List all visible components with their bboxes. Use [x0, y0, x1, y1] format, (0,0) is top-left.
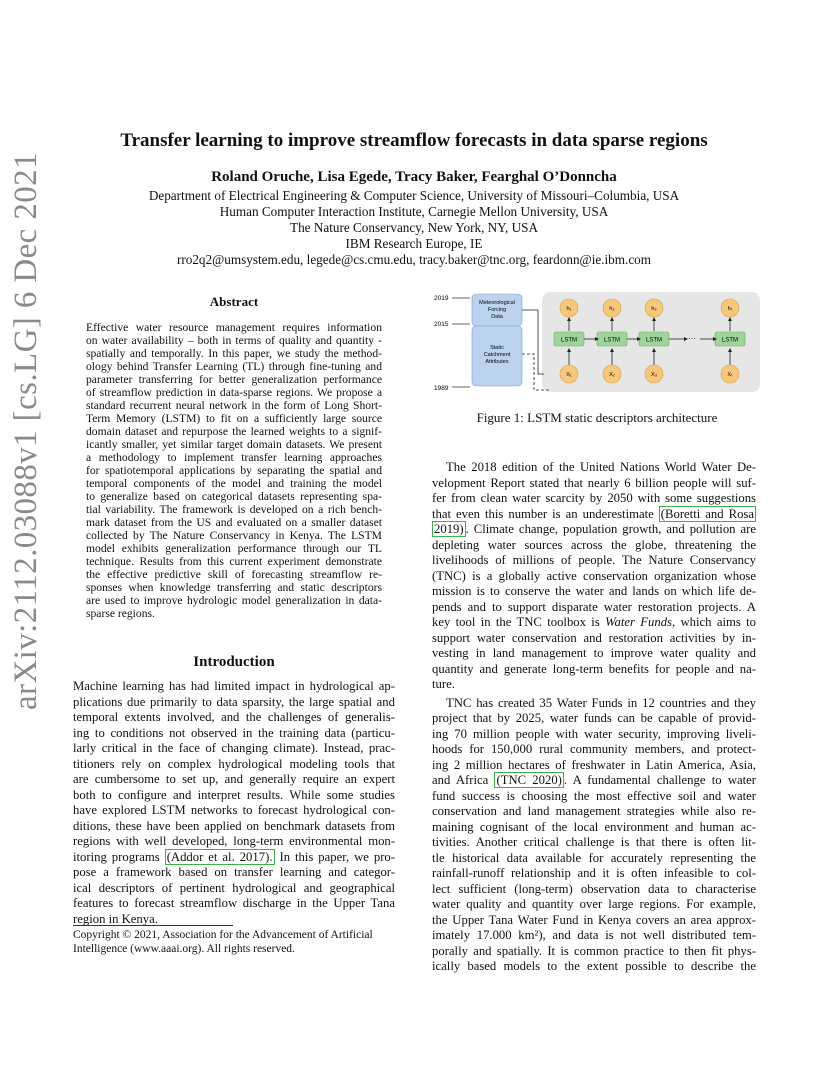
- paragraph-text: quantity and generate long-term benefits for people and na-: [432, 661, 756, 676]
- paragraph-line: [432, 727, 756, 743]
- intro-line: regions with well developed, long-term environmental mon-: [73, 834, 395, 848]
- paragraph-line: [432, 662, 756, 678]
- intro-line: ditions, these have been applied on benchmark datasets from: [73, 818, 395, 833]
- paragraph-line: [432, 553, 756, 569]
- sequence-ellipsis: ···: [688, 334, 696, 343]
- footnote-divider: [73, 925, 233, 926]
- paragraph-text: ing 70 million people with water security, improving liveli-: [432, 726, 756, 741]
- abstract-line: on water availability – both in terms of quality and quantity -: [86, 334, 382, 347]
- year-2015: 2015: [434, 321, 449, 328]
- paragraph-line: [432, 491, 756, 507]
- forcing-label-2: Forcing: [487, 307, 507, 313]
- abstract-line: are used to improve hydrologic model generalization in data-: [86, 594, 382, 607]
- lstm-cell-label: LSTM: [560, 337, 578, 344]
- forcing-label-3: Data: [491, 314, 503, 320]
- abstract-line: the effective predictive skill of forecasting streamflow re-: [86, 568, 382, 581]
- paragraph-line: [432, 584, 756, 600]
- affiliation-1: Department of Electrical Engineering & Computer Science, University of Missouri–Columbia, USA: [148, 188, 680, 203]
- paragraph-text: vesting in land management to improve water quality and: [432, 646, 756, 660]
- paragraph-line: [432, 522, 756, 538]
- copyright-footnote: Copyright © 2021, Association for the Advancement of Artificial Intelligence (www.aaai.org). All rights reserved.: [73, 929, 373, 955]
- paragraph-text: that even this number is an underestimate: [432, 506, 659, 521]
- paragraph-line: [432, 742, 756, 758]
- paragraph-text: ing 2 million hectares of freshwater in Latin America, Asia,: [432, 757, 756, 772]
- paragraph-text: fer from clean water scarcity by 2050 with some suggestions: [432, 491, 756, 505]
- paragraph-text: project that by 2025, water funds can be capable of provid-: [432, 711, 756, 725]
- paragraph-line: [432, 711, 756, 727]
- paragraph-line: fund success is choosing the most effective soil and water: [432, 788, 756, 803]
- citation-tnc-2020[interactable]: (TNC 2020): [496, 773, 562, 787]
- intro-line: have explored LSTM networks to forecast hydrological con-: [73, 803, 395, 817]
- paragraph-line: [432, 476, 756, 492]
- intro-line: both to configure and interpret results. While some studies: [73, 787, 395, 802]
- static-label-2: Catchment: [483, 352, 511, 358]
- paragraph-line: lect sufficient (long-term) observation data to characterise: [432, 881, 756, 896]
- intro-line: ical descriptors of pertinent hydrological and geographical: [73, 880, 395, 895]
- intro-line: temporal extents involved, and the challenges of generalis-: [73, 710, 395, 724]
- paragraph-text: TNC has created 35 Water Funds in 12 countries and they: [446, 695, 756, 710]
- paragraph-text: hoods for 150,000 rural community members, and protect-: [432, 742, 756, 756]
- arxiv-side-label: arXiv:2112.03088v1 [cs.LG] 6 Dec 2021: [8, 152, 44, 710]
- citation-addor-2017[interactable]: (Addor et al. 2017).: [166, 849, 273, 864]
- paragraph-text: and Africa: [432, 773, 495, 787]
- abstract-line: sponses when knowledge transferring and static descriptors: [86, 581, 382, 594]
- citation-boretti-rosa-2019[interactable]: 2019): [434, 522, 464, 536]
- abstract-line: ology behind Transfer Learning (TL) through fine-tuning and: [86, 360, 382, 373]
- paragraph-line: [432, 507, 756, 523]
- introduction-body: [73, 679, 395, 927]
- year-2019: 2019: [434, 295, 449, 302]
- paragraph-text: velopment Report stated that nearly 6 billion people will suf-: [432, 475, 756, 490]
- paragraph-line: [432, 600, 756, 616]
- paragraph-text: mission is to conserve the water and lands on which life de-: [432, 584, 756, 598]
- paragraph-line: tivities. Another critical challenge is that there is often lit-: [432, 835, 756, 849]
- paragraph-text: key tool in the TNC toolbox is: [432, 615, 606, 629]
- paragraph-1: [432, 460, 756, 693]
- paragraph-line: [432, 758, 756, 774]
- abstract-line: parameter transferring for better generalization performance: [86, 373, 382, 386]
- author-emails: rro2q2@umsystem.edu, legede@cs.cmu.edu, tracy.baker@tnc.org, feardonn@ie.ibm.com: [176, 252, 652, 267]
- paragraph-line: [432, 569, 756, 585]
- intro-line: region in Kenya.: [73, 911, 158, 926]
- abstract-line: collected by The Nature Conservancy in Kenya. The LSTM: [86, 529, 382, 542]
- lstm-cell-label: LSTM: [721, 337, 739, 344]
- static-label-3: Attributes: [485, 359, 509, 365]
- input-label: X₃: [651, 372, 657, 378]
- paragraph-text: The 2018 edition of the United Nations World Water De-: [446, 460, 756, 474]
- paragraph-line: [432, 538, 756, 554]
- intro-line: ing to conditions not observed in the training data (particu-: [73, 725, 395, 740]
- input-label: X₂: [609, 372, 615, 378]
- abstract-line: standard recurrent neural network in the form of Long Short-: [86, 399, 382, 412]
- abstract-line: spatially and temporally. In this paper, we study the method-: [86, 347, 382, 360]
- abstract-line: icantly smaller, yet similar target domain datasets. We present: [86, 438, 382, 451]
- lstm-cell-label: LSTM: [645, 337, 663, 344]
- paragraph-text: (TNC) is a globally active conservation organization whose: [432, 568, 756, 583]
- abstract-body: [86, 321, 382, 620]
- water-funds-term: Water Funds: [605, 615, 672, 629]
- intro-line: plications due primarily to data sparsity, the large spatial and: [73, 694, 395, 709]
- intro-line: titioners rely on complex hydrological modeling tools that: [73, 756, 395, 771]
- paragraph-text: pends and to support disparate water restoration projects. A: [432, 599, 756, 614]
- intro-text: itoring programs: [73, 849, 165, 864]
- affiliation-3: The Nature Conservancy, New York, NY, USA: [290, 220, 538, 235]
- paragraph-line: [432, 696, 756, 712]
- right-column-body: [432, 460, 756, 975]
- intro-line: features to forecast streamflow discharge in the Upper Tana: [73, 896, 395, 910]
- paragraph-line: [432, 677, 756, 693]
- intro-line: [73, 850, 395, 866]
- abstract-line: temporal components of the model and training the model: [86, 477, 382, 490]
- abstract-line: domain dataset and repurpose the learned weights to a signif-: [86, 425, 382, 438]
- affiliation-4: IBM Research Europe, IE: [345, 236, 483, 251]
- abstract-line: for spatiotemporal applications by separating the spatial and: [86, 464, 382, 477]
- paper-authors: Roland Oruche, Lisa Egede, Tracy Baker, Fearghal O’Donncha: [211, 169, 617, 185]
- introduction-heading: Introduction: [193, 654, 275, 670]
- lstm-cell-label: LSTM: [603, 337, 621, 344]
- input-label: X₁: [566, 372, 572, 378]
- year-1989: 1989: [434, 385, 449, 392]
- intro-line: larly critical in the face of changing climate). Instead, prac-: [73, 741, 395, 755]
- paper-title: Transfer learning to improve streamflow forecasts in data sparse regions: [120, 130, 708, 151]
- abstract-line: mark dataset from the US and evaluated on a smaller dataset: [86, 516, 382, 529]
- intro-line: Machine learning has had limited impact in hydrological ap-: [73, 679, 395, 693]
- abstract-line: of streamflow prediction in data-sparse regions. We propose a: [86, 386, 382, 399]
- abstract-line: technique. Results from this current experiment demonstrate: [86, 555, 382, 568]
- hidden-state-label: h₂: [609, 306, 615, 312]
- paragraph-line: ically based models to the extent possible to describe the: [432, 959, 756, 973]
- paragraph-line: rainfall-runoff relationship and it is often infeasible to col-: [432, 866, 756, 880]
- abstract-heading: Abstract: [209, 294, 259, 309]
- paragraph-text: . Climate change, population growth, and pollution are: [465, 522, 756, 536]
- paragraph-line: maining cognisant of the local environment and human ac-: [432, 819, 756, 834]
- intro-line: are cumbersome to set up, and generally require an expert: [73, 772, 395, 786]
- paragraph-line: the Upper Tana Water Fund in Kenya covers an area approx-: [432, 912, 756, 927]
- hidden-state-label: hₜ: [727, 306, 733, 312]
- hidden-state-label: h₃: [651, 306, 657, 312]
- paragraph-text: . A fundamental challenge to water: [563, 773, 756, 787]
- abstract-section: [86, 294, 382, 620]
- paragraph-text: , which aims to: [672, 615, 756, 629]
- intro-text: In this paper, we pro-: [274, 849, 395, 864]
- forcing-connector: [522, 310, 544, 374]
- abstract-line: tial variability. The framework is developed on a rich bench-: [86, 503, 382, 516]
- paragraph-text: support water conservation and restoration activities by in-: [432, 630, 756, 645]
- introduction-section: [73, 654, 395, 927]
- paragraph-line: porally and spatially. It is common practice to then fit phys-: [432, 943, 756, 958]
- paragraph-line: water quality and quantity over large regions. For example,: [432, 897, 756, 911]
- paragraph-line: [432, 615, 756, 631]
- paragraph-line: imately 17.000 km²), and data is not well distributed tem-: [432, 928, 756, 942]
- abstract-line: a methodology to implement transfer learning approaches: [86, 451, 382, 464]
- abstract-line: to generalize based on categorical datasets representing spa-: [86, 490, 382, 503]
- abstract-line: model exhibits generalization performance through our TL: [86, 542, 382, 555]
- paragraph-line: [432, 631, 756, 647]
- paragraph-text: ture.: [432, 677, 455, 691]
- abstract-line: Effective water resource management requires information: [86, 321, 382, 334]
- abstract-line: sparse regions.: [86, 607, 155, 620]
- paragraph-text: depleting water sources across the globe, threatening the: [432, 537, 756, 552]
- static-label-1: Static: [490, 345, 504, 351]
- affiliation-2: Human Computer Interaction Institute, Carnegie Mellon University, USA: [219, 204, 609, 219]
- figure-caption: Figure 1: LSTM static descriptors architecture: [476, 410, 718, 425]
- citation-boretti-rosa-2019[interactable]: (Boretti and Rosa: [660, 506, 754, 521]
- paragraph-line: tle historical data available for accurately representing the: [432, 850, 756, 865]
- intro-line: pose a framework based on transfer learning and categor-: [73, 865, 395, 879]
- input-label: Xₜ: [727, 372, 733, 378]
- hidden-state-label: h₁: [566, 306, 572, 312]
- lstm-architecture-figure: [432, 290, 762, 400]
- paragraph-line: [432, 773, 756, 789]
- paragraph-line: [432, 460, 756, 476]
- paragraph-line: conservation and land management strategies while also re-: [432, 804, 756, 818]
- forcing-label-1: Meteorological: [479, 300, 515, 306]
- paragraph-line: [432, 646, 756, 662]
- paragraph-text: livelihoods of millions of people. The Nature Conservancy: [432, 553, 756, 567]
- paragraph-2: [432, 696, 756, 975]
- abstract-line: Term Memory (LSTM) to fit on a sufficiently large source: [86, 412, 382, 425]
